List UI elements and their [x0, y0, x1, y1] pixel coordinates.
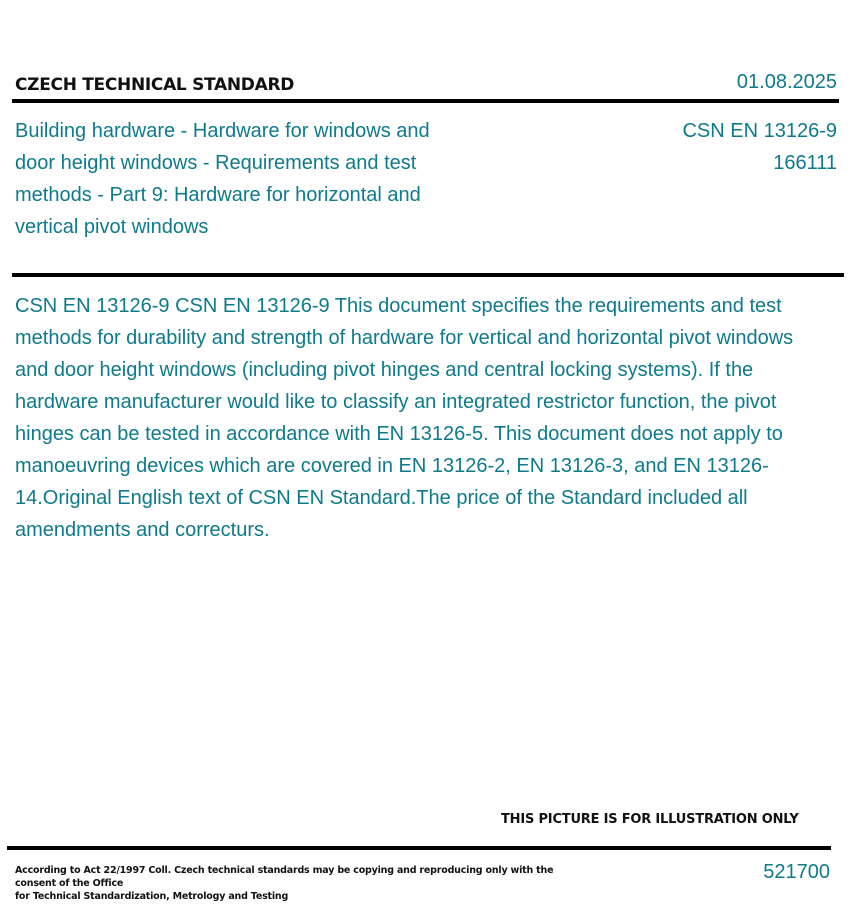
standard-code: CSN EN 13126-9	[682, 120, 837, 142]
standard-type-label: CZECH TECHNICAL STANDARD	[15, 75, 295, 95]
document-title: Building hardware - Hardware for windows and door height windows - Requirements and test methods - Part 9: Hardware for horizontal and vertical pivot windows	[15, 120, 430, 238]
catalog-number: 166111	[773, 152, 837, 174]
illustration-note: THIS PICTURE IS FOR ILLUSTRATION ONLY	[501, 812, 799, 827]
document-description: CSN EN 13126-9 CSN EN 13126-9 This document specifies the requirements and test methods for durability and strength of hardware for vertical and horizontal pivot windows and door height windows (including pivot hinges and central locking systems). If the hardware manufacturer would like to classify an integrated restrictor function, the pivot hinges can be tested in accordance with EN 13126-5. This document does not apply to manoeuvring devices which are covered in EN 13126-2, EN 13126-3, and EN 13126-14.Original English text of CSN EN Standard.The price of the Standard included all amendments and correcturs.	[15, 295, 794, 541]
legal-line-1: According to Act 22/1997 Coll. Czech technical standards may be copying and reproducing only with the consent of the Office	[15, 865, 554, 889]
legal-notice	[15, 864, 595, 903]
bottom-divider	[7, 846, 831, 850]
footer-code: 521700	[763, 861, 830, 883]
publication-date: 01.08.2025	[736, 71, 837, 93]
top-divider	[12, 99, 839, 103]
document-code-block	[682, 115, 837, 179]
legal-line-2: for Technical Standardization, Metrology and Testing	[15, 891, 289, 902]
middle-divider	[12, 273, 844, 277]
